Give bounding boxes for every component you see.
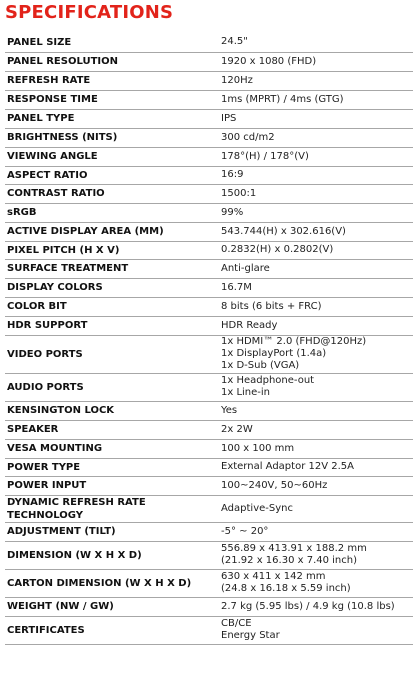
- spec-value-line: External Adaptor 12V 2.5A: [221, 461, 354, 472]
- spec-value-line: Yes: [221, 404, 238, 416]
- spec-row: [5, 476, 413, 495]
- spec-label: [5, 335, 217, 373]
- spec-value: [217, 203, 413, 222]
- spec-label: [5, 128, 217, 147]
- spec-value-line: 2x 2W: [221, 423, 253, 435]
- spec-row: [5, 109, 413, 128]
- spec-label-line: BRIGHTNESS (NITS): [7, 132, 118, 143]
- spec-value: [217, 90, 413, 109]
- spec-value-line: HDR Ready: [221, 319, 278, 331]
- spec-label-line: CONTRAST RATIO: [7, 188, 105, 199]
- spec-value: [217, 241, 413, 259]
- spec-value-line: 2.7 kg (5.95 lbs) / 4.9 kg (10.8 lbs): [221, 600, 395, 612]
- spec-value: [217, 373, 413, 401]
- spec-label: [5, 316, 217, 335]
- spec-value-line: 8 bits (6 bits + FRC): [221, 300, 322, 312]
- spec-row: [5, 259, 413, 278]
- spec-label-line: CARTON DIMENSION (W X H X D): [7, 577, 192, 589]
- spec-label: [5, 222, 217, 241]
- spec-value-line: 16:9: [221, 169, 244, 180]
- spec-value: [217, 420, 413, 439]
- spec-label: [5, 439, 217, 458]
- spec-value-line: Adaptive-Sync: [221, 502, 293, 514]
- spec-label-line: PANEL RESOLUTION: [7, 56, 118, 67]
- spec-value: [217, 316, 413, 335]
- spec-value: [217, 597, 413, 616]
- spec-value-line: 1x HDMI™ 2.0 (FHD@120Hz): [221, 336, 367, 347]
- spec-label-line: SURFACE TREATMENT: [7, 263, 129, 274]
- spec-table: [5, 33, 413, 645]
- spec-label: [5, 458, 217, 476]
- spec-label-line: ADJUSTMENT (TILT): [7, 526, 116, 537]
- spec-row: [5, 71, 413, 90]
- spec-value: [217, 616, 413, 644]
- page-title: SPECIFICATIONS: [5, 2, 174, 23]
- spec-label: [5, 166, 217, 184]
- spec-value-line: 0.2832(H) x 0.2802(V): [221, 244, 334, 255]
- spec-label: [5, 278, 217, 297]
- spec-label-line: AUDIO PORTS: [7, 381, 84, 393]
- spec-label: [5, 297, 217, 316]
- spec-label-line: PIXEL PITCH (H X V): [7, 244, 120, 256]
- spec-value-line: 1ms (MPRT) / 4ms (GTG): [221, 93, 344, 105]
- spec-label: [5, 90, 217, 109]
- spec-value-line: 1x Headphone-out: [221, 375, 315, 386]
- spec-label-line: COLOR BIT: [7, 301, 67, 312]
- spec-value-line: Energy Star: [221, 630, 280, 641]
- spec-value-line: 300 cd/m2: [221, 131, 275, 143]
- spec-label-line: VIEWING ANGLE: [7, 151, 98, 162]
- spec-value: [217, 109, 413, 128]
- spec-value: [217, 541, 413, 569]
- spec-value-line: 100 x 100 mm: [221, 442, 295, 454]
- spec-value-line: Anti-glare: [221, 262, 270, 274]
- spec-row: [5, 335, 413, 373]
- spec-value-line: -5° ~ 20°: [221, 525, 269, 537]
- spec-label-line: HDR SUPPORT: [7, 320, 88, 331]
- spec-value-line: 1500:1: [221, 187, 257, 199]
- spec-value: [217, 522, 413, 541]
- spec-label: [5, 203, 217, 222]
- spec-label-line: sRGB: [7, 207, 37, 218]
- spec-label-line: DIMENSION (W X H X D): [7, 549, 142, 561]
- spec-row: [5, 569, 413, 597]
- spec-label: [5, 71, 217, 90]
- spec-row: [5, 184, 413, 203]
- spec-label-line: RESPONSE TIME: [7, 94, 98, 105]
- spec-value: [217, 495, 413, 522]
- spec-value: [217, 297, 413, 316]
- spec-row: [5, 297, 413, 316]
- spec-row: [5, 316, 413, 335]
- spec-value-line: IPS: [221, 112, 237, 124]
- spec-row: [5, 439, 413, 458]
- spec-row: [5, 128, 413, 147]
- spec-row: [5, 373, 413, 401]
- spec-value-line: 1x DisplayPort (1.4a): [221, 348, 327, 359]
- spec-value: [217, 259, 413, 278]
- spec-row: [5, 203, 413, 222]
- spec-value: [217, 335, 413, 373]
- spec-value-line: 120Hz: [221, 74, 253, 86]
- spec-row: [5, 420, 413, 439]
- spec-value-line: CB/CE: [221, 618, 252, 629]
- spec-value-line: 1920 x 1080 (FHD): [221, 55, 317, 67]
- spec-value: [217, 439, 413, 458]
- spec-value-line: 630 x 411 x 142 mm: [221, 571, 326, 582]
- spec-table-body: [5, 33, 413, 644]
- spec-value-line: 16.7M: [221, 281, 252, 293]
- spec-label: [5, 597, 217, 616]
- spec-label-line: ASPECT RATIO: [7, 169, 88, 181]
- spec-value: [217, 476, 413, 495]
- spec-value-line: 99%: [221, 206, 244, 218]
- spec-label-line: PANEL SIZE: [7, 36, 72, 48]
- spec-value: [217, 184, 413, 203]
- spec-value: [217, 166, 413, 184]
- spec-value-line: 24.5": [221, 36, 248, 48]
- spec-label-line: POWER INPUT: [7, 480, 87, 491]
- spec-value-line: 178°(H) / 178°(V): [221, 150, 309, 162]
- spec-row: [5, 52, 413, 71]
- spec-value-line: (24.8 x 16.18 x 5.59 inch): [221, 583, 351, 594]
- spec-label-line: VESA MOUNTING: [7, 443, 103, 454]
- spec-value: [217, 278, 413, 297]
- spec-label: [5, 569, 217, 597]
- spec-label: [5, 109, 217, 128]
- spec-value: [217, 401, 413, 420]
- spec-label: [5, 476, 217, 495]
- spec-label: [5, 52, 217, 71]
- spec-label: [5, 495, 217, 522]
- spec-value: [217, 52, 413, 71]
- spec-value: [217, 569, 413, 597]
- spec-label-line: TECHNOLOGY: [7, 509, 83, 521]
- spec-label: [5, 522, 217, 541]
- spec-row: [5, 401, 413, 420]
- spec-value: [217, 458, 413, 476]
- spec-label-line: REFRESH RATE: [7, 75, 91, 86]
- spec-label-line: WEIGHT (NW / GW): [7, 601, 114, 612]
- spec-row: [5, 33, 413, 52]
- spec-label-line: PANEL TYPE: [7, 113, 75, 124]
- spec-label: [5, 33, 217, 52]
- spec-label-line: KENSINGTON LOCK: [7, 405, 115, 416]
- spec-label: [5, 420, 217, 439]
- spec-label: [5, 373, 217, 401]
- spec-row: [5, 278, 413, 297]
- spec-row: [5, 241, 413, 259]
- spec-label: [5, 184, 217, 203]
- spec-value: [217, 33, 413, 52]
- spec-row: [5, 222, 413, 241]
- spec-row: [5, 597, 413, 616]
- spec-value-line: (21.92 x 16.30 x 7.40 inch): [221, 555, 358, 566]
- spec-label-line: SPEAKER: [7, 424, 59, 435]
- spec-row: [5, 166, 413, 184]
- spec-row: [5, 458, 413, 476]
- spec-label-line: DISPLAY COLORS: [7, 282, 103, 293]
- spec-label: [5, 147, 217, 166]
- spec-value: [217, 128, 413, 147]
- spec-row: [5, 147, 413, 166]
- spec-label-line: DYNAMIC REFRESH RATE: [7, 496, 146, 508]
- spec-value: [217, 71, 413, 90]
- spec-label-line: ACTIVE DISPLAY AREA (MM): [7, 226, 164, 237]
- spec-label: [5, 616, 217, 644]
- spec-label: [5, 541, 217, 569]
- spec-value: [217, 222, 413, 241]
- spec-label: [5, 401, 217, 420]
- spec-label-line: POWER TYPE: [7, 461, 81, 473]
- spec-label: [5, 241, 217, 259]
- spec-row: [5, 616, 413, 644]
- spec-value-line: 100~240V, 50~60Hz: [221, 479, 328, 491]
- spec-label-line: CERTIFICATES: [7, 624, 85, 636]
- spec-row: [5, 90, 413, 109]
- spec-row: [5, 541, 413, 569]
- spec-value-line: 543.744(H) x 302.616(V): [221, 225, 346, 237]
- spec-value-line: 1x Line-in: [221, 387, 271, 398]
- spec-row: [5, 522, 413, 541]
- spec-row: [5, 495, 413, 522]
- spec-value: [217, 147, 413, 166]
- spec-label-line: VIDEO PORTS: [7, 348, 83, 360]
- spec-label: [5, 259, 217, 278]
- spec-value-line: 1x D-Sub (VGA): [221, 360, 300, 371]
- spec-value-line: 556.89 x 413.91 x 188.2 mm: [221, 543, 367, 554]
